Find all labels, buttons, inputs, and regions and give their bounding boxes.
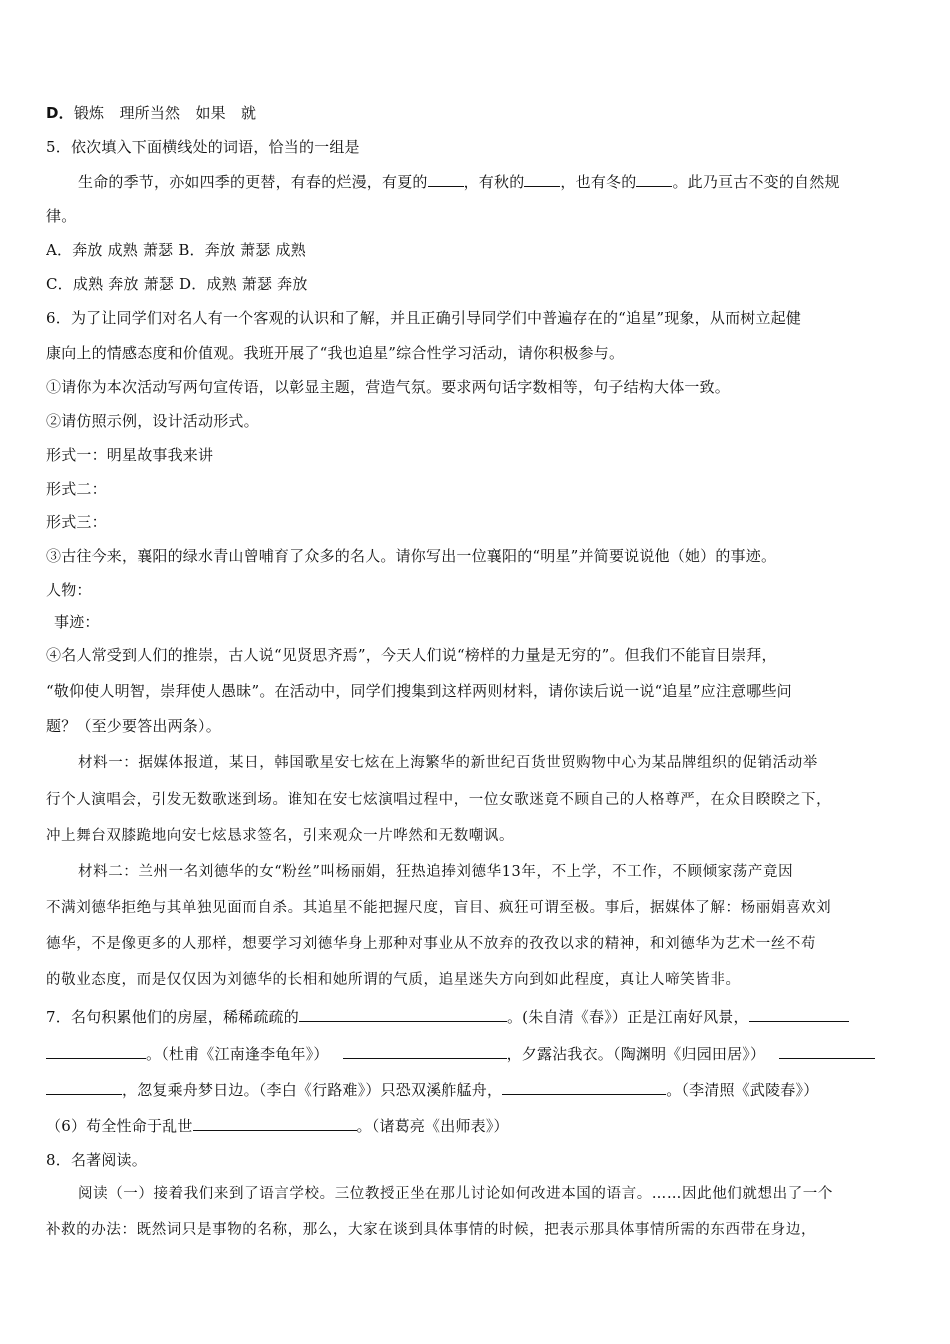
material2-line4: 的敬业态度，而是仅仅因为刘德华的长相和她所谓的气质，追星迷失方向到如此程度，真让人啼笑皆非。 xyxy=(46,972,741,988)
material2-line1: 材料二：兰州一名刘德华的女“粉丝”叫杨丽娟，狂热追捧刘德华13年，不上学，不工作，不顾倾家荡产竟因 xyxy=(78,864,794,880)
q8-reading-line1: 阅读（一）接着我们来到了语言学校。三位教授正坐在那儿讨论如何改进本国的语言。……因此他们就想出了一个 xyxy=(78,1186,833,1202)
q8-reading-line2: 补救的办法：既然词只是事物的名称，那么，大家在谈到具体事情的时候，把表示那具体事情所需的东西带在身边， xyxy=(46,1222,817,1238)
option-text: 锻炼 理所当然 如果 就 xyxy=(73,104,257,122)
q7-text: ，忽复乘舟梦日边。（李白《行路难》）只恐双溪舴艋舟， xyxy=(122,1081,503,1099)
material1-line3: 冲上舞台双膝跪地向安七炫恳求签名，引来观众一片哗然和无数嘲讽。 xyxy=(46,828,515,844)
q5-passage-end: 律。 xyxy=(46,207,77,225)
q6-deeds-label: 事迹： xyxy=(54,613,100,631)
q6-stem-line2: 康向上的情感态度和价值观。我班开展了“我也追星”综合性学习活动，请你积极参与。 xyxy=(46,344,625,362)
q6-form2: 形式二： xyxy=(46,480,107,498)
q7-line1 xyxy=(46,1006,908,1027)
q6-person-label: 人物： xyxy=(46,581,92,599)
q8-stem: 8．名著阅读。 xyxy=(46,1151,147,1169)
fill-blank[interactable] xyxy=(46,1043,146,1059)
material2-line2: 不满刘德华拒绝与其单独见面而自杀。其追星不能把握尺度，盲目、疯狂可谓至极。事后，据媒体了解：杨丽娟喜欢刘 xyxy=(46,900,832,916)
fill-blank[interactable] xyxy=(193,1115,357,1131)
q7-line3 xyxy=(46,1079,908,1100)
q6-sub4-line1: ④名人常受到人们的推崇，古人说“见贤思齐焉”，今天人们说“榜样的力量是无穷的”。但我们不能盲目崇拜， xyxy=(46,646,777,664)
fill-blank[interactable] xyxy=(343,1043,507,1059)
q7-line2 xyxy=(46,1043,908,1064)
fill-blank[interactable] xyxy=(428,171,464,187)
passage-part: 生命的季节，亦如四季的更替，有春的烂漫，有夏的 xyxy=(78,173,428,191)
q6-sub3: ③古往今来，襄阳的绿水青山曾哺育了众多的名人。请你写出一位襄阳的“明星”并简要说说他（她）的事迹。 xyxy=(46,547,777,565)
q5-options-cd: C．成熟 奔放 萧瑟 D．成熟 萧瑟 奔放 xyxy=(46,275,308,293)
q7-text: 。(朱自清《春》）正是江南好风景， xyxy=(506,1008,749,1026)
fill-blank[interactable] xyxy=(502,1079,666,1095)
q6-form3: 形式三： xyxy=(46,513,107,531)
material1-line1: 材料一：据媒体报道，某日，韩国歌星安七炫在上海繁华的新世纪百货世贸购物中心为某品牌组织的促销活动举 xyxy=(78,755,818,771)
q7-text: 。（杜甫《江南逢李龟年》） xyxy=(146,1045,329,1063)
passage-part: ，也有冬的 xyxy=(560,173,637,191)
q6-sub4-line3: 题？（至少要答出两条）。 xyxy=(46,717,221,735)
q7-text: （6）苟全性命于乱世 xyxy=(46,1117,193,1135)
q5-options-ab: A．奔放 成熟 萧瑟 B．奔放 萧瑟 成熟 xyxy=(46,241,306,259)
material2-line3: 德华，不是像更多的人那样，想要学习刘德华身上那种对事业从不放弃的孜孜以求的精神，和刘德华为艺术一丝不苟 xyxy=(46,936,817,952)
fill-blank[interactable] xyxy=(524,171,560,187)
q7-line4 xyxy=(46,1115,908,1136)
q6-sub1: ①请你为本次活动写两句宣传语，以彰显主题，营造气氛。要求两句话字数相等，句子结构大体一致。 xyxy=(46,378,731,396)
q6-stem-line1: 6．为了让同学们对名人有一个客观的认识和了解，并且正确引导同学们中普遍存在的“追星”现象，从而树立起健 xyxy=(46,309,802,327)
q7-text: ，夕露沾我衣。（陶渊明《归园田居》） xyxy=(506,1045,766,1063)
passage-part: ，有秋的 xyxy=(463,173,525,191)
q7-text: 7．名句积累他们的房屋，稀稀疏疏的 xyxy=(46,1008,299,1026)
q4-option-d xyxy=(46,103,908,123)
material1-line2: 行个人演唱会，引发无数歌迷到场。谁知在安七炫演唱过程中，一位女歌迷竟不顾自己的人格尊严，在众目睽睽之下， xyxy=(46,792,832,808)
q5-passage xyxy=(78,171,908,192)
passage-part: 。此乃亘古不变的自然规 xyxy=(672,173,840,191)
option-letter: D． xyxy=(46,104,74,122)
fill-blank[interactable] xyxy=(749,1006,849,1022)
q5-stem: 5．依次填入下面横线处的词语，恰当的一组是 xyxy=(46,138,360,156)
q6-form1: 形式一：明星故事我来讲 xyxy=(46,446,214,464)
q6-sub2: ②请仿照示例，设计活动形式。 xyxy=(46,412,259,430)
q6-sub4-line2: “敬仰使人明智，崇拜使人愚昧”。在活动中，同学们搜集到这样两则材料，请你读后说一说“追星”应注意哪些问 xyxy=(46,682,792,700)
fill-blank[interactable] xyxy=(636,171,672,187)
q7-text: 。（李清照《武陵春》） xyxy=(666,1081,819,1099)
fill-blank[interactable] xyxy=(46,1079,122,1095)
fill-blank[interactable] xyxy=(779,1043,875,1059)
fill-blank[interactable] xyxy=(299,1006,507,1022)
q7-text: 。（诸葛亮《出师表》） xyxy=(356,1117,509,1135)
